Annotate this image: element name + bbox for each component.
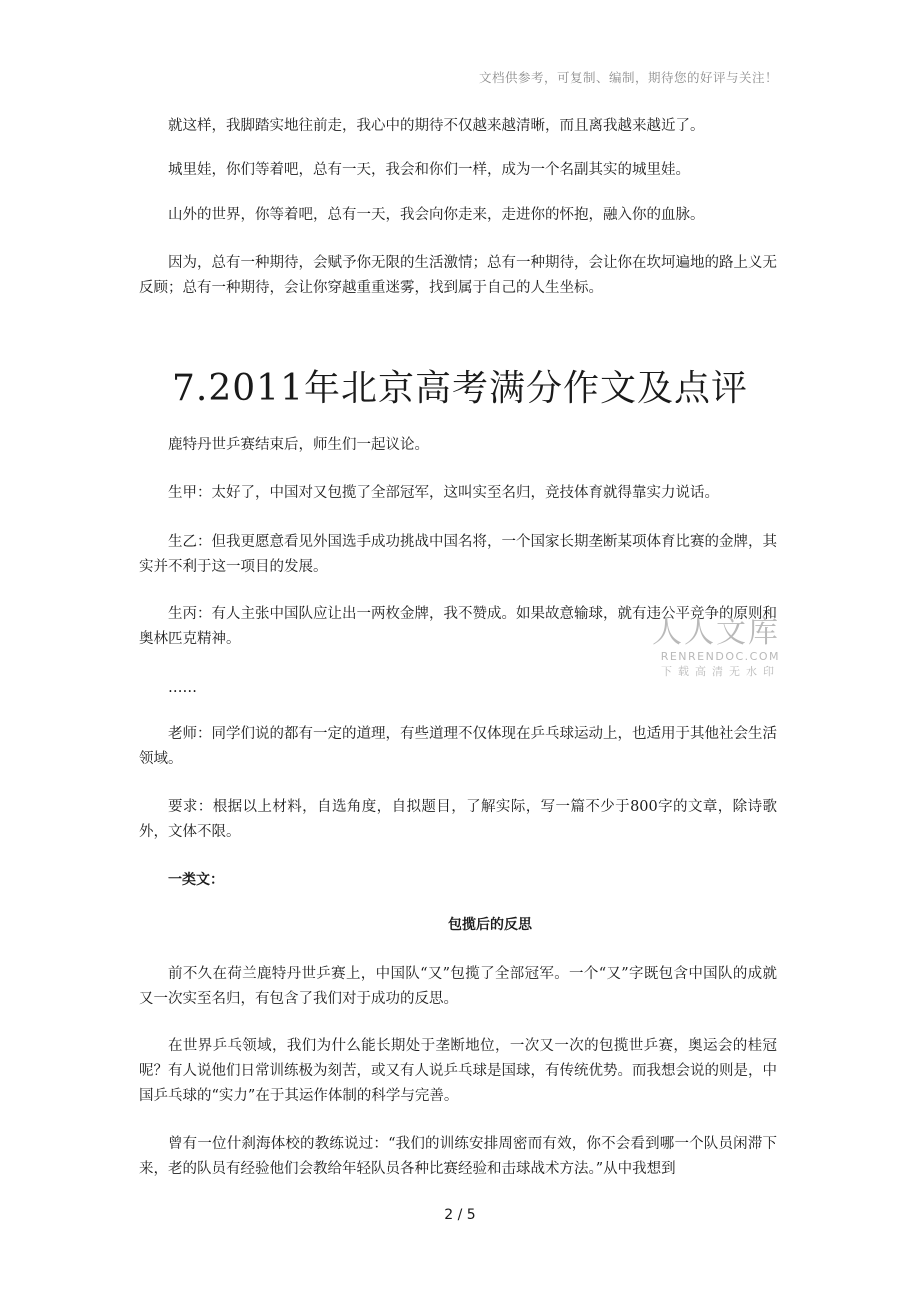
- prompt-paragraph-1: 鹿特丹世乒赛结束后，师生们一起议论。: [168, 437, 429, 453]
- essay-paragraph-2: 在世界乒乓领域，我们为什么能长期处于垄断地位，一次又一次的包揽世乒赛，奥运会的桂冠呢？有人说他们日常训练极为刻苦，或又有人说乒乓球是国球，有传统优势。而我想会说的则是，中国乒乓球的“实力”在于其运作体制的科学与完善。: [139, 1038, 777, 1104]
- watermark-title: 人人文库: [652, 615, 780, 650]
- prompt-paragraph-teacher: 老师：同学们说的都有一定的道理，有些道理不仅体现在乒乓球运动上，也适用于其他社会生活领域。: [139, 726, 777, 767]
- watermark-subtitle: 下载高清无水印: [661, 665, 780, 678]
- page-number: 2 / 5: [444, 1207, 476, 1223]
- watermark-url: RENRENDOC.COM: [660, 650, 780, 663]
- intro-paragraph-1: 就这样，我脚踏实地往前走，我心中的期待不仅越来越清晰，而且离我越来越近了。: [168, 118, 705, 134]
- prompt-paragraph-4: 生丙：有人主张中国队应让出一两枚金牌，我不赞成。如果故意输球，就有违公平竞争的原则和奥林匹克精神。: [139, 606, 777, 647]
- essay-paragraph-1: 前不久在荷兰鹿特丹世乒赛上，中国队“又”包揽了全部冠军。一个“又”字既包含中国队的成就又一次实至名归，有包含了我们对于成功的反思。: [139, 966, 777, 1007]
- prompt-paragraph-requirement: 要求：根据以上材料，自选角度，自拟题目，了解实际，写一篇不少于800字的文章，除诗歌外，文体不限。: [139, 799, 777, 840]
- essay-paragraph-3: 曾有一位什刹海体校的教练说过：“我们的训练安排周密而有效，你不会看到哪一个队员闲滞下来，老的队员有经验他们会教给年轻队员各种比赛经验和击球战术方法。”从中我想到: [139, 1136, 777, 1177]
- watermark: [630, 616, 780, 680]
- prompt-paragraph-3: 生乙：但我更愿意看见外国选手成功挑战中国名将，一个国家长期垄断某项体育比赛的金牌，其实并不利于这一项目的发展。: [139, 534, 777, 575]
- prompt-paragraph-2: 生甲：太好了，中国对又包揽了全部冠军，这叫实至名归，竞技体育就得靠实力说话。: [168, 485, 719, 501]
- intro-paragraph-3: 山外的世界，你等着吧，总有一天，我会向你走来，走进你的怀抱，融入你的血脉。: [168, 207, 705, 223]
- section-title: 7.2011年北京高考满分作文及点评: [172, 368, 748, 409]
- intro-paragraph-2: 城里娃，你们等着吧，总有一天，我会和你们一样，成为一个名副其实的城里娃。: [168, 162, 690, 178]
- header-note: 文档供参考，可复制、编制，期待您的好评与关注！: [478, 70, 778, 85]
- prompt-ellipsis: ……: [168, 680, 197, 696]
- category-label: 一类文：: [168, 872, 224, 888]
- essay-title: 包揽后的反思: [448, 917, 532, 933]
- intro-paragraph-4: 因为，总有一种期待，会赋予你无限的生活激情；总有一种期待，会让你在坎坷遍地的路上义无反顾；总有一种期待，会让你穿越重重迷雾，找到属于自己的人生坐标。: [139, 255, 777, 296]
